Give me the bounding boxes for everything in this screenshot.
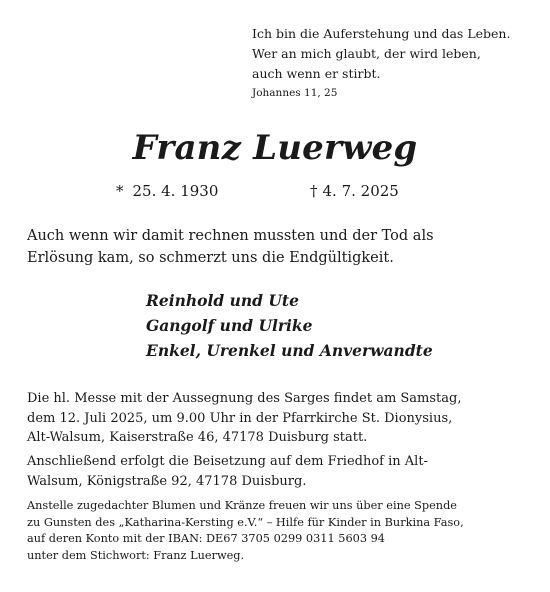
donation-line-3: auf deren Konto mit der IBAN: DE67 3705 0299 0311 5603 94 xyxy=(27,532,385,545)
birth-date: 25. 4. 1930 xyxy=(132,182,219,200)
bible-verse xyxy=(252,24,542,101)
verse-line-3: auch wenn er stirbt. xyxy=(252,66,381,81)
mass-announcement xyxy=(27,389,542,448)
verse-line-1: Ich bin die Auferstehung und das Leben. xyxy=(252,26,511,41)
donation-request xyxy=(27,498,542,564)
burial-announcement xyxy=(27,452,542,491)
verse-line-2: Wer an mich glaubt, der wird leben, xyxy=(252,46,481,61)
lead-text xyxy=(27,226,537,269)
mass-line-2: dem 12. Juli 2025, um 9.00 Uhr in der Pfarrkirche St. Dionysius, xyxy=(27,410,453,426)
lead-line-1: Auch wenn wir damit rechnen mussten und der Tod als xyxy=(27,228,434,244)
verse-reference: Johannes 11, 25 xyxy=(252,87,338,99)
burial-line-1: Anschließend erfolgt die Beisetzung auf dem Friedhof in Alt- xyxy=(27,454,428,469)
mourner-item: Reinhold und Ute xyxy=(146,291,299,310)
donation-line-4: unter dem Stichwort: Franz Luerweg. xyxy=(27,548,245,562)
birth-date-group xyxy=(116,180,218,202)
deceased-name: Franz Luerweg xyxy=(132,128,418,168)
mourner-item: Enkel, Urenkel und Anverwandte xyxy=(146,341,433,360)
burial-line-2: Walsum, Königstraße 92, 47178 Duisburg. xyxy=(27,473,307,489)
death-date-group xyxy=(310,180,399,202)
life-dates xyxy=(0,180,550,202)
birth-star-icon: * xyxy=(116,182,124,200)
donation-line-1: Anstelle zugedachter Blumen und Kränze freuen wir uns über eine Spende xyxy=(27,499,457,512)
lead-line-2: Erlösung kam, so schmerzt uns die Endgültigkeit. xyxy=(27,249,394,266)
death-date: 4. 7. 2025 xyxy=(322,182,399,200)
mass-line-3: Alt-Walsum, Kaiserstraße 46, 47178 Duisburg statt. xyxy=(27,430,368,445)
mourner-item: Gangolf und Ulrike xyxy=(146,316,313,335)
mourners-list xyxy=(146,288,526,363)
mass-line-1: Die hl. Messe mit der Aussegnung des Sarges findet am Samstag, xyxy=(27,391,462,406)
donation-line-2: zu Gunsten des „Katharina-Kersting e.V.“ – Hilfe für Kinder in Burkina Faso, xyxy=(27,515,464,529)
death-cross-icon: † xyxy=(310,182,318,200)
